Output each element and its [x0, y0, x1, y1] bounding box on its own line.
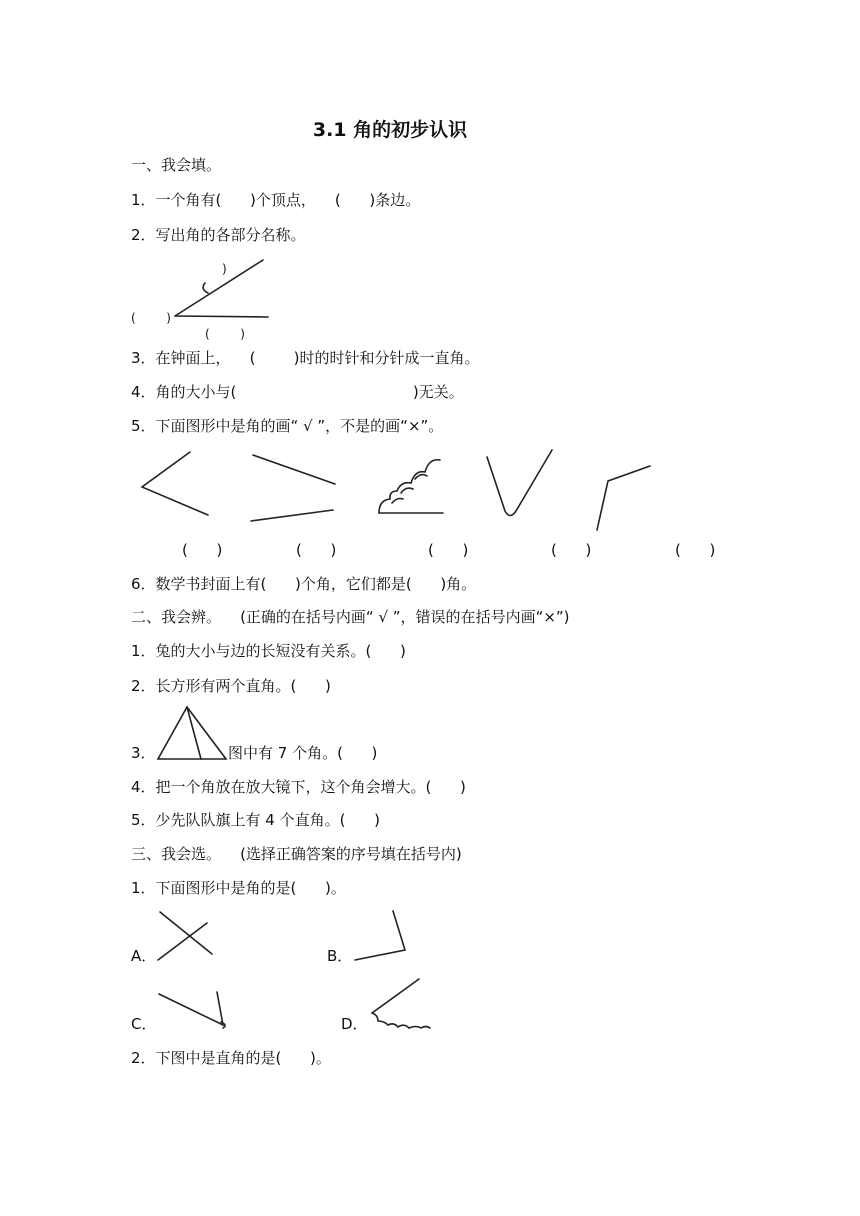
s2-question-3-prefix: 3．: [131, 744, 156, 762]
s2-question-4: 4．把一个角放在放大镜下，这个角会增大。( ): [131, 778, 466, 796]
triangle-figure: [156, 704, 231, 764]
option-d-figure: [366, 975, 436, 1035]
s3-question-1: 1．下面图形中是角的是( )。: [131, 879, 346, 897]
q5-figure-2a: [253, 455, 335, 484]
option-d-label: D．: [341, 1015, 368, 1033]
s2-question-3-suffix: 图中有 7 个角。( ): [228, 744, 378, 762]
s1-question-4: 4．角的大小与( )无关。: [131, 383, 464, 401]
q5-answer-4: ( ): [551, 541, 592, 559]
s1-question-1: 1．一个角有( )个顶点， ( )条边。: [131, 191, 421, 209]
section1-heading: 一、我会填。: [131, 156, 222, 174]
section2-heading: 二、我会辨。 (正确的在括号内画“ √ ”，错误的在括号内画“×”): [131, 608, 570, 626]
option-a-figure: [155, 908, 220, 963]
s2-question-1: 1．兔的大小与边的长短没有关系。( ): [131, 642, 406, 660]
q5-answer-1: ( ): [182, 541, 223, 559]
s3-question-2: 2．下图中是直角的是( )。: [131, 1049, 331, 1067]
s1-question-3: 3．在钟面上， ( )时的时针和分针成一直角。: [131, 349, 480, 367]
option-a-label: A．: [131, 947, 157, 965]
option-b-figure: [352, 908, 412, 963]
s1-question-5: 5．下面图形中是角的画“ √ ”，不是的画“×”。: [131, 417, 444, 435]
s1-question-2: 2．写出角的各部分名称。: [131, 226, 306, 244]
section3-heading: 三、我会选。 (选择正确答案的序号填在括号内): [131, 845, 462, 863]
q5-answer-3: ( ): [428, 541, 469, 559]
option-c-label: C．: [131, 1015, 157, 1033]
q5-figure-4: [487, 450, 552, 516]
s2-question-5: 5．少先队队旗上有 4 个直角。( ): [131, 811, 380, 829]
q5-figure-5: [597, 466, 650, 530]
angle-side-bottom-label: ( ): [205, 327, 245, 341]
s2-question-2: 2．长方形有两个直角。( ): [131, 677, 331, 695]
q5-figure-2b: [251, 510, 333, 521]
page-title: 3.1 角的初步认识: [312, 119, 468, 141]
q5-figures: [135, 448, 735, 538]
s1-question-6: 6．数学书封面上有( )个角，它们都是( )角。: [131, 575, 477, 593]
angle-vertex-label: ( ): [131, 311, 171, 325]
q5-answer-5: ( ): [675, 541, 716, 559]
angle-side-label: ): [222, 262, 227, 276]
option-c-figure: [155, 989, 230, 1034]
q5-figure-3: [379, 460, 443, 513]
option-b-label: B．: [327, 947, 353, 965]
q5-figure-1: [142, 452, 208, 515]
q5-answer-2: ( ): [296, 541, 337, 559]
